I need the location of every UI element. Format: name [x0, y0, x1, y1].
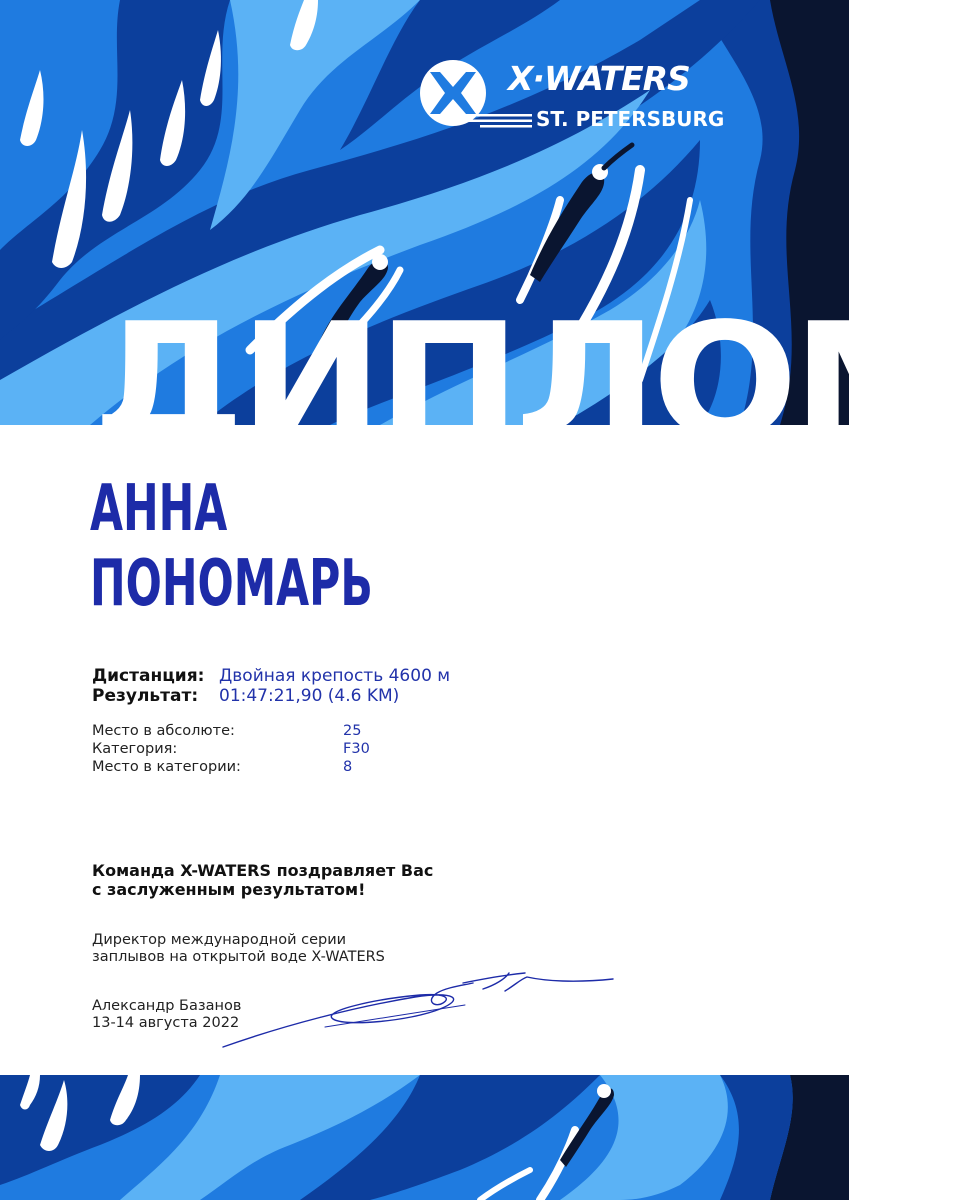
stat-value: F30 [343, 741, 370, 757]
director-line: Директор международной серии [92, 932, 347, 948]
participant-first-name: АННА [90, 472, 228, 546]
signer-name: Александр Базанов [92, 998, 242, 1014]
stat-label: Место в категории: [92, 759, 241, 775]
result-value: 01:47:21,90 (4.6 KM) [219, 686, 400, 706]
congratulation-line: Команда X-WATERS поздравляет Вас [92, 861, 434, 880]
director-line: заплывов на открытой воде X-WATERS [92, 949, 385, 965]
distance-label: Дистанция: [92, 666, 205, 686]
wave-artwork-bottom [0, 1075, 849, 1200]
participant-name [90, 472, 373, 622]
result-label: Результат: [92, 686, 199, 706]
participant-last-name: ПОНОМАРЬ [90, 547, 373, 621]
logo-wordmark: X·WATERS [508, 59, 690, 98]
logo-speed-lines [462, 114, 532, 128]
stat-label: Место в абсолюте: [92, 723, 235, 739]
congratulation-text [92, 861, 572, 899]
stat-label: Категория: [92, 741, 178, 757]
xwaters-logo [412, 52, 768, 134]
signer-date: 13-14 августа 2022 [92, 1015, 240, 1031]
distance-value: Двойная крепость 4600 м [219, 666, 451, 686]
director-signature [215, 965, 620, 1055]
director-title [92, 932, 512, 966]
congratulation-line: с заслуженным результатом! [92, 880, 366, 899]
stat-value: 25 [343, 723, 362, 739]
page-title: ДИПЛОМ [92, 288, 957, 475]
stat-value: 8 [343, 759, 353, 775]
logo-subtitle: ST. PETERSBURG [536, 107, 725, 131]
